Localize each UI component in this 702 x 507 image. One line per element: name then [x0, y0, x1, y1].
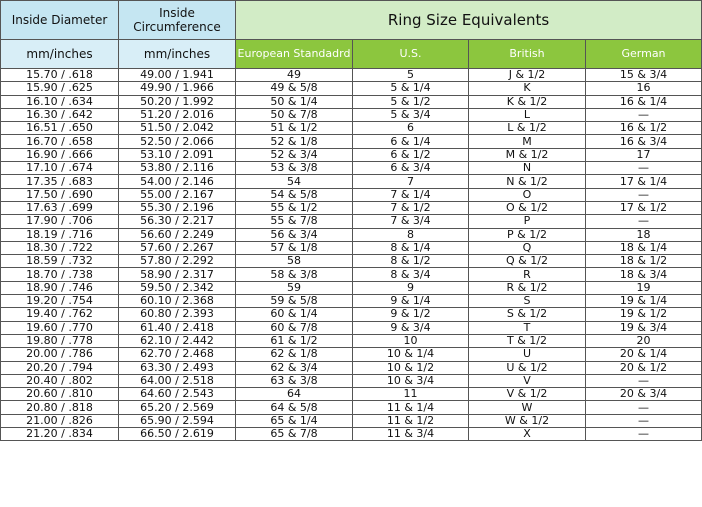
cell-inside-circumference: 57.80 / 2.292 — [119, 255, 236, 268]
table-row — [1, 95, 702, 108]
cell-us: 6 & 1/4 — [353, 135, 469, 148]
header-european: European Standadrd — [236, 40, 353, 69]
cell-european: 64 & 5/8 — [236, 401, 353, 414]
table-row — [1, 321, 702, 334]
cell-inside-circumference: 66.50 / 2.619 — [119, 428, 236, 441]
cell-inside-circumference: 49.00 / 1.941 — [119, 69, 236, 82]
cell-european: 59 & 5/8 — [236, 295, 353, 308]
cell-us: 8 & 1/2 — [353, 255, 469, 268]
cell-german: 20 & 1/2 — [586, 361, 702, 374]
cell-european: 51 & 1/2 — [236, 122, 353, 135]
header-ring-size-equivalents: Ring Size Equivalents — [236, 1, 702, 40]
cell-inside-diameter: 19.40 / .762 — [1, 308, 119, 321]
cell-german: 16 & 3/4 — [586, 135, 702, 148]
cell-european: 62 & 1/8 — [236, 348, 353, 361]
cell-inside-circumference: 62.10 / 2.442 — [119, 334, 236, 347]
cell-british: P & 1/2 — [469, 228, 586, 241]
cell-european: 57 & 1/8 — [236, 241, 353, 254]
cell-european: 53 & 3/8 — [236, 162, 353, 175]
cell-inside-diameter: 19.60 / .770 — [1, 321, 119, 334]
header-british: British — [469, 40, 586, 69]
table-row — [1, 428, 702, 441]
cell-inside-diameter: 19.80 / .778 — [1, 334, 119, 347]
cell-european: 61 & 1/2 — [236, 334, 353, 347]
table-row — [1, 162, 702, 175]
cell-us: 9 & 3/4 — [353, 321, 469, 334]
cell-german: 15 & 3/4 — [586, 69, 702, 82]
cell-european: 56 & 3/4 — [236, 228, 353, 241]
cell-us: 9 & 1/2 — [353, 308, 469, 321]
table-row — [1, 255, 702, 268]
table-row — [1, 241, 702, 254]
cell-german: 18 & 1/4 — [586, 241, 702, 254]
header-inside-circumference: Inside Circumference — [119, 1, 236, 40]
cell-inside-circumference: 64.00 / 2.518 — [119, 374, 236, 387]
cell-european: 55 & 1/2 — [236, 201, 353, 214]
cell-european: 60 & 7/8 — [236, 321, 353, 334]
cell-us: 5 & 1/4 — [353, 82, 469, 95]
cell-us: 11 & 3/4 — [353, 428, 469, 441]
cell-german: 19 — [586, 281, 702, 294]
cell-us: 7 — [353, 175, 469, 188]
cell-european: 58 — [236, 255, 353, 268]
cell-british: L & 1/2 — [469, 122, 586, 135]
table-row — [1, 201, 702, 214]
cell-us: 8 — [353, 228, 469, 241]
header-row-units — [1, 40, 702, 69]
cell-inside-diameter: 17.10 / .674 — [1, 162, 119, 175]
cell-german: — — [586, 188, 702, 201]
cell-inside-circumference: 53.10 / 2.091 — [119, 148, 236, 161]
cell-inside-diameter: 15.70 / .618 — [1, 69, 119, 82]
cell-british: J & 1/2 — [469, 69, 586, 82]
table-row — [1, 281, 702, 294]
header-inside-diameter: Inside Diameter — [1, 1, 119, 40]
cell-european: 52 & 3/4 — [236, 148, 353, 161]
cell-us: 8 & 1/4 — [353, 241, 469, 254]
cell-german: 20 — [586, 334, 702, 347]
cell-british: S & 1/2 — [469, 308, 586, 321]
cell-inside-diameter: 20.00 / .786 — [1, 348, 119, 361]
cell-us: 10 — [353, 334, 469, 347]
cell-german: 18 — [586, 228, 702, 241]
cell-us: 5 & 3/4 — [353, 108, 469, 121]
cell-inside-diameter: 15.90 / .625 — [1, 82, 119, 95]
table-row — [1, 268, 702, 281]
cell-european: 52 & 1/8 — [236, 135, 353, 148]
cell-inside-circumference: 51.20 / 2.016 — [119, 108, 236, 121]
cell-inside-circumference: 52.50 / 2.066 — [119, 135, 236, 148]
cell-us: 5 — [353, 69, 469, 82]
cell-german: 19 & 1/2 — [586, 308, 702, 321]
cell-german: 16 & 1/4 — [586, 95, 702, 108]
cell-german: — — [586, 414, 702, 427]
cell-inside-circumference: 62.70 / 2.468 — [119, 348, 236, 361]
cell-us: 11 & 1/4 — [353, 401, 469, 414]
cell-inside-diameter: 16.90 / .666 — [1, 148, 119, 161]
cell-british: L — [469, 108, 586, 121]
cell-european: 49 — [236, 69, 353, 82]
table-row — [1, 348, 702, 361]
cell-german: — — [586, 374, 702, 387]
cell-us: 6 — [353, 122, 469, 135]
cell-british: M & 1/2 — [469, 148, 586, 161]
cell-british: N & 1/2 — [469, 175, 586, 188]
cell-german: 20 & 3/4 — [586, 388, 702, 401]
cell-german: 19 & 3/4 — [586, 321, 702, 334]
cell-inside-circumference: 65.90 / 2.594 — [119, 414, 236, 427]
cell-inside-diameter: 20.40 / .802 — [1, 374, 119, 387]
cell-us: 5 & 1/2 — [353, 95, 469, 108]
cell-us: 7 & 1/4 — [353, 188, 469, 201]
cell-european: 62 & 3/4 — [236, 361, 353, 374]
cell-european: 65 & 7/8 — [236, 428, 353, 441]
cell-inside-circumference: 60.80 / 2.393 — [119, 308, 236, 321]
cell-european: 50 & 7/8 — [236, 108, 353, 121]
cell-german: — — [586, 162, 702, 175]
cell-inside-diameter: 16.51 / .650 — [1, 122, 119, 135]
cell-german: 18 & 3/4 — [586, 268, 702, 281]
cell-european: 54 — [236, 175, 353, 188]
cell-us: 6 & 3/4 — [353, 162, 469, 175]
table-row — [1, 414, 702, 427]
cell-british: K — [469, 82, 586, 95]
cell-us: 8 & 3/4 — [353, 268, 469, 281]
header-mm-inches-diameter: mm/inches — [1, 40, 119, 69]
cell-inside-diameter: 16.70 / .658 — [1, 135, 119, 148]
cell-german: 17 — [586, 148, 702, 161]
cell-british: T & 1/2 — [469, 334, 586, 347]
cell-inside-diameter: 20.20 / .794 — [1, 361, 119, 374]
cell-german: 19 & 1/4 — [586, 295, 702, 308]
cell-german: 16 — [586, 82, 702, 95]
header-german: German — [586, 40, 702, 69]
table-row — [1, 175, 702, 188]
cell-british: R — [469, 268, 586, 281]
cell-german: — — [586, 401, 702, 414]
cell-inside-diameter: 16.10 / .634 — [1, 95, 119, 108]
cell-inside-circumference: 59.50 / 2.342 — [119, 281, 236, 294]
cell-british: N — [469, 162, 586, 175]
cell-german: 18 & 1/2 — [586, 255, 702, 268]
cell-british: R & 1/2 — [469, 281, 586, 294]
cell-inside-circumference: 55.00 / 2.167 — [119, 188, 236, 201]
cell-inside-circumference: 60.10 / 2.368 — [119, 295, 236, 308]
cell-us: 9 — [353, 281, 469, 294]
table-row — [1, 69, 702, 82]
cell-british: Q — [469, 241, 586, 254]
cell-inside-diameter: 18.59 / .732 — [1, 255, 119, 268]
cell-british: K & 1/2 — [469, 95, 586, 108]
table-row — [1, 401, 702, 414]
cell-european: 65 & 1/4 — [236, 414, 353, 427]
cell-us: 7 & 1/2 — [353, 201, 469, 214]
cell-european: 49 & 5/8 — [236, 82, 353, 95]
cell-british: M — [469, 135, 586, 148]
cell-inside-diameter: 18.90 / .746 — [1, 281, 119, 294]
cell-british: U & 1/2 — [469, 361, 586, 374]
cell-british: W — [469, 401, 586, 414]
cell-inside-diameter: 18.30 / .722 — [1, 241, 119, 254]
cell-european: 59 — [236, 281, 353, 294]
cell-european: 58 & 3/8 — [236, 268, 353, 281]
cell-british: W & 1/2 — [469, 414, 586, 427]
cell-inside-circumference: 54.00 / 2.146 — [119, 175, 236, 188]
cell-inside-diameter: 19.20 / .754 — [1, 295, 119, 308]
table-row — [1, 148, 702, 161]
cell-european: 50 & 1/4 — [236, 95, 353, 108]
cell-british: V — [469, 374, 586, 387]
cell-german: — — [586, 215, 702, 228]
cell-inside-diameter: 21.00 / .826 — [1, 414, 119, 427]
table-body — [1, 69, 702, 441]
cell-us: 10 & 1/2 — [353, 361, 469, 374]
cell-german: — — [586, 428, 702, 441]
cell-german: — — [586, 108, 702, 121]
cell-inside-circumference: 57.60 / 2.267 — [119, 241, 236, 254]
cell-inside-diameter: 20.80 / .818 — [1, 401, 119, 414]
cell-inside-diameter: 17.35 / .683 — [1, 175, 119, 188]
table-row — [1, 82, 702, 95]
cell-german: 20 & 1/4 — [586, 348, 702, 361]
cell-european: 55 & 7/8 — [236, 215, 353, 228]
cell-british: V & 1/2 — [469, 388, 586, 401]
cell-british: O & 1/2 — [469, 201, 586, 214]
cell-european: 63 & 3/8 — [236, 374, 353, 387]
cell-inside-diameter: 18.19 / .716 — [1, 228, 119, 241]
cell-us: 9 & 1/4 — [353, 295, 469, 308]
cell-british: T — [469, 321, 586, 334]
table-row — [1, 308, 702, 321]
cell-inside-diameter: 18.70 / .738 — [1, 268, 119, 281]
cell-inside-circumference: 58.90 / 2.317 — [119, 268, 236, 281]
cell-inside-circumference: 64.60 / 2.543 — [119, 388, 236, 401]
cell-inside-circumference: 56.30 / 2.217 — [119, 215, 236, 228]
table-row — [1, 334, 702, 347]
cell-us: 11 & 1/2 — [353, 414, 469, 427]
table-row — [1, 135, 702, 148]
table-row — [1, 188, 702, 201]
table-row — [1, 374, 702, 387]
cell-inside-diameter: 17.90 / .706 — [1, 215, 119, 228]
cell-us: 10 & 3/4 — [353, 374, 469, 387]
cell-inside-diameter: 17.63 / .699 — [1, 201, 119, 214]
cell-inside-diameter: 21.20 / .834 — [1, 428, 119, 441]
cell-us: 6 & 1/2 — [353, 148, 469, 161]
cell-inside-circumference: 65.20 / 2.569 — [119, 401, 236, 414]
cell-german: 17 & 1/2 — [586, 201, 702, 214]
cell-inside-circumference: 49.90 / 1.966 — [119, 82, 236, 95]
cell-inside-circumference: 63.30 / 2.493 — [119, 361, 236, 374]
table-row — [1, 108, 702, 121]
cell-inside-diameter: 16.30 / .642 — [1, 108, 119, 121]
table-row — [1, 215, 702, 228]
cell-european: 64 — [236, 388, 353, 401]
cell-british: S — [469, 295, 586, 308]
cell-german: 16 & 1/2 — [586, 122, 702, 135]
cell-european: 54 & 5/8 — [236, 188, 353, 201]
table-row — [1, 228, 702, 241]
cell-inside-circumference: 55.30 / 2.196 — [119, 201, 236, 214]
cell-german: 17 & 1/4 — [586, 175, 702, 188]
header-row-top — [1, 1, 702, 40]
header-us: U.S. — [353, 40, 469, 69]
cell-inside-circumference: 51.50 / 2.042 — [119, 122, 236, 135]
cell-european: 60 & 1/4 — [236, 308, 353, 321]
cell-us: 7 & 3/4 — [353, 215, 469, 228]
cell-british: P — [469, 215, 586, 228]
cell-british: O — [469, 188, 586, 201]
cell-inside-diameter: 17.50 / .690 — [1, 188, 119, 201]
cell-inside-diameter: 20.60 / .810 — [1, 388, 119, 401]
cell-inside-circumference: 53.80 / 2.116 — [119, 162, 236, 175]
cell-inside-circumference: 50.20 / 1.992 — [119, 95, 236, 108]
table-row — [1, 361, 702, 374]
cell-british: X — [469, 428, 586, 441]
cell-british: Q & 1/2 — [469, 255, 586, 268]
cell-inside-circumference: 56.60 / 2.249 — [119, 228, 236, 241]
cell-us: 11 — [353, 388, 469, 401]
cell-british: U — [469, 348, 586, 361]
table-row — [1, 295, 702, 308]
table-row — [1, 122, 702, 135]
header-mm-inches-circumference: mm/inches — [119, 40, 236, 69]
cell-inside-circumference: 61.40 / 2.418 — [119, 321, 236, 334]
table-row — [1, 388, 702, 401]
cell-us: 10 & 1/4 — [353, 348, 469, 361]
